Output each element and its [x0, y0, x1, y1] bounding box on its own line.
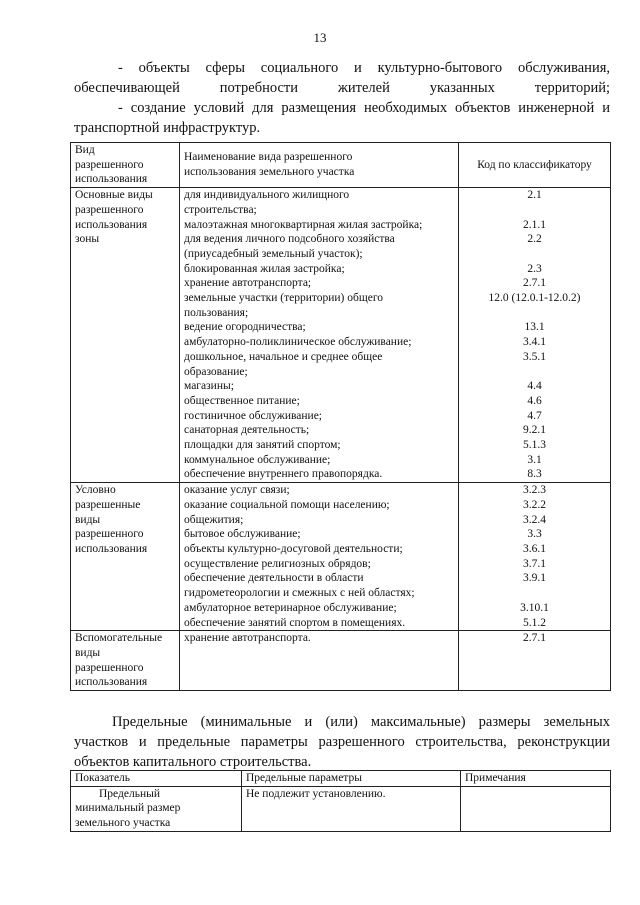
use-type-cell: [71, 483, 180, 631]
limits-line: объектов капитального строительства.: [74, 754, 312, 770]
intro-paragraph: [74, 58, 610, 138]
table-row: [71, 188, 611, 483]
code-spacer: [463, 365, 606, 380]
classifier-code-text: 2.1: [527, 189, 542, 202]
use-type-text: зоны: [75, 233, 100, 246]
notes-cell: [461, 786, 611, 831]
use-name-cell: [180, 483, 459, 631]
use-name-text: (приусадебный земельный участок);: [184, 247, 363, 260]
classifier-code-cell: [459, 631, 611, 691]
header-use-name: [180, 143, 459, 188]
classifier-code-text: 5.1.2: [523, 616, 546, 629]
land-use-table: [70, 142, 611, 691]
classifier-code-text: 13.1: [524, 321, 545, 334]
use-type-text: разрешенные: [75, 498, 141, 511]
land-use-table-body: [71, 188, 611, 691]
use-name-text: обеспечение занятий спортом в помещениях.: [184, 616, 406, 629]
use-name-text: площадки для занятий спортом;: [184, 439, 341, 452]
use-name-text: дошкольное, начальное и среднее общее: [184, 350, 383, 363]
header-text: Наименование вида разрешенного: [184, 151, 353, 164]
classifier-code-text: 3.7.1: [523, 557, 546, 570]
classifier-code-text: 4.4: [527, 380, 542, 393]
classifier-code-text: 8.3: [527, 468, 542, 481]
use-name-text: малоэтажная многоквартирная жилая застройка;: [184, 218, 423, 231]
classifier-code-text: 2.7.1: [523, 277, 546, 290]
limits-line: Предельные (минимальные и (или) максимальные) размеры земельных: [112, 714, 610, 730]
classifier-code-cell: [459, 483, 611, 631]
use-type-text: разрешенного: [75, 661, 144, 674]
use-name-text: обеспечение деятельности в области: [184, 572, 364, 585]
use-name-text: санаторная деятельность;: [184, 424, 310, 437]
use-type-text: разрешенного: [75, 203, 144, 216]
classifier-code-text: 3.5.1: [523, 350, 546, 363]
classifier-code-text: 3.2.3: [523, 484, 546, 497]
header-text: Вид: [75, 144, 95, 156]
classifier-code-text: 3.9.1: [523, 572, 546, 585]
classifier-code-text: 4.7: [527, 409, 542, 422]
code-spacer: [463, 247, 606, 262]
parameters-table: [70, 770, 611, 832]
use-type-text: Вспомогательные: [75, 632, 163, 645]
use-type-text: разрешенного: [75, 528, 144, 541]
classifier-code-text: 3.3: [527, 528, 542, 541]
classifier-code-text: 3.2.4: [523, 513, 546, 526]
header-notes: Примечания: [461, 771, 611, 787]
limits-paragraph: [74, 712, 610, 772]
code-spacer: [463, 586, 606, 601]
use-name-text: хранение автотранспорта;: [184, 277, 312, 290]
use-type-text: использования: [75, 542, 148, 555]
use-type-cell: [71, 188, 180, 483]
indicator-text: земельного участка: [75, 817, 171, 830]
classifier-code-text: 3.2.2: [523, 498, 546, 511]
use-name-text: объекты культурно-досуговой деятельности;: [184, 542, 403, 555]
intro-line: обеспечивающей потребности жителей указанных территорий;: [74, 80, 610, 96]
classifier-code-text: 12.0 (12.0.1-12.0.2): [488, 292, 581, 305]
classifier-code-text: 3.4.1: [523, 336, 546, 349]
use-name-text: оказание услуг связи;: [184, 484, 290, 497]
use-name-text: ведение огородничества;: [184, 321, 306, 334]
classifier-code-text: 3.10.1: [520, 601, 549, 614]
use-name-text: коммунальное обслуживание;: [184, 453, 331, 466]
use-name-text: пользования;: [184, 306, 249, 319]
classifier-code-text: 3.6.1: [523, 542, 546, 555]
classifier-code-text: 2.3: [527, 262, 542, 275]
use-name-text: образование;: [184, 365, 248, 378]
use-type-text: виды: [75, 646, 101, 659]
use-name-text: осуществление религиозных обрядов;: [184, 557, 371, 570]
use-type-cell: [71, 631, 180, 691]
classifier-code-text: 4.6: [527, 394, 542, 407]
header-text: использования: [75, 173, 148, 186]
use-name-text: амбулаторное ветеринарное обслуживание;: [184, 601, 397, 614]
use-name-text: для ведения личного подсобного хозяйства: [184, 233, 395, 246]
intro-line: транспортной инфраструктур.: [74, 120, 261, 136]
use-name-text: общественное питание;: [184, 394, 300, 407]
use-name-text: для индивидуального жилищного: [184, 189, 350, 202]
use-type-text: Условно: [75, 484, 116, 497]
header-parameters: Предельные параметры: [242, 771, 461, 787]
header-text: использования земельного участка: [184, 166, 355, 179]
classifier-code-text: 2.7.1: [523, 632, 546, 645]
code-spacer: [463, 306, 606, 321]
use-name-cell: [180, 631, 459, 691]
land-use-table-header: [71, 143, 611, 188]
intro-line: - объекты сферы социального и культурно-бытового обслуживания,: [118, 60, 610, 76]
use-name-text: строительства;: [184, 203, 257, 216]
classifier-code-cell: [459, 188, 611, 483]
use-name-text: хранение автотранспорта.: [184, 632, 311, 645]
header-use-type: [71, 143, 180, 188]
use-name-text: гостиничное обслуживание;: [184, 409, 322, 422]
classifier-code-text: 2.1.1: [523, 218, 546, 231]
classifier-code-text: 3.1: [527, 453, 542, 466]
use-name-text: оказание социальной помощи населению;: [184, 498, 390, 511]
header-classifier-code: Код по классификатору: [459, 143, 611, 188]
header-text: разрешенного: [75, 158, 144, 171]
use-name-cell: [180, 188, 459, 483]
use-name-text: обеспечение внутреннего правопорядка.: [184, 468, 383, 481]
indicator-cell: [71, 786, 242, 831]
header-indicator: Показатель: [71, 771, 242, 787]
use-name-text: гидрометеорологии и смежных с ней областях;: [184, 587, 415, 600]
table-row: [71, 786, 611, 831]
use-name-text: бытовое обслуживание;: [184, 528, 301, 541]
use-type-text: использования: [75, 676, 148, 689]
table-row: [71, 631, 611, 691]
table-row: [71, 483, 611, 631]
classifier-code-text: 5.1.3: [523, 439, 546, 452]
intro-line: - создание условий для размещения необходимых объектов инженерной и: [118, 100, 610, 116]
use-name-text: магазины;: [184, 380, 234, 393]
page-number: 13: [313, 30, 327, 45]
use-type-text: использования: [75, 218, 148, 231]
parameters-table-header: [71, 771, 611, 787]
use-name-text: земельные участки (территории) общего: [184, 292, 383, 305]
code-spacer: [463, 203, 606, 218]
use-name-text: амбулаторно-поликлиническое обслуживание;: [184, 336, 412, 349]
parameters-cell: Не подлежит установлению.: [242, 786, 461, 831]
indicator-text: Предельный: [99, 787, 160, 800]
indicator-text: минимальный размер: [75, 802, 181, 815]
classifier-code-text: 2.2: [527, 233, 542, 246]
limits-line: участков и предельные параметры разрешенного строительства, реконструкции: [74, 734, 610, 750]
use-type-text: виды: [75, 513, 101, 526]
use-type-text: Основные виды: [75, 189, 153, 202]
use-name-text: общежития;: [184, 513, 244, 526]
use-name-text: блокированная жилая застройка;: [184, 262, 345, 275]
classifier-code-text: 9.2.1: [523, 424, 546, 437]
